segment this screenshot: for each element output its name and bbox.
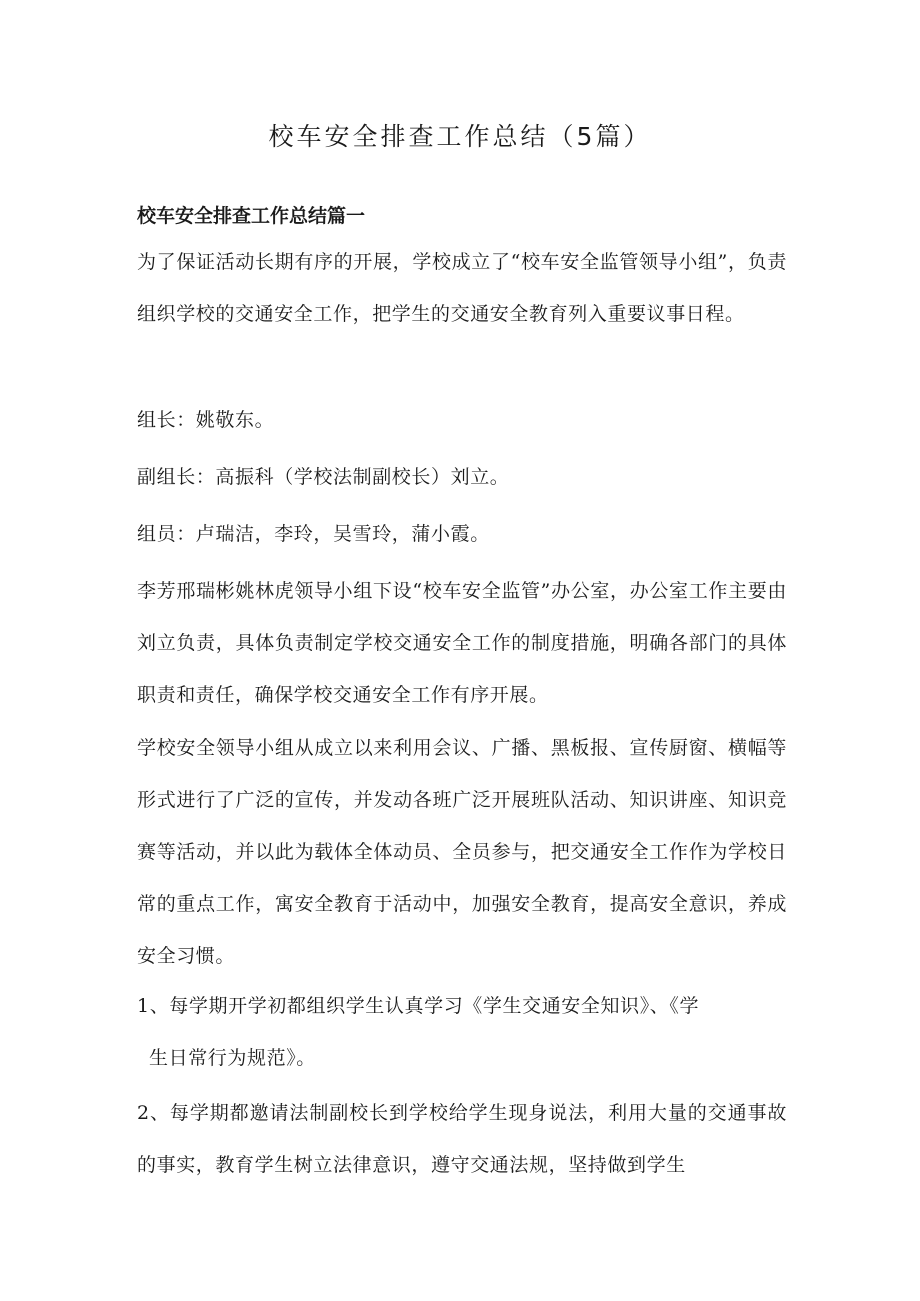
item-1-line-1: 1、每学期开学初都组织学生认真学习《学生交通安全知识》、《学 (137, 995, 700, 1017)
paragraph-group-leader: 组长：姚敬东。 (137, 409, 275, 431)
item-1-line-2: 生日常行为规范》。 (149, 1047, 316, 1069)
section-heading: 校车安全排查工作总结篇一 (137, 205, 366, 227)
paragraph-members: 组员：卢瑞洁，李玲，吴雪玲，蒲小霞。 (137, 523, 490, 545)
document-title: 校车安全排查工作总结（5篇） (268, 122, 652, 151)
paragraph-item-2: 2、每学期都邀请法制副校长到学校给学生现身说法，利用大量的交通事故的事实，教育学生树立法律意识，遵守交通法规，坚持做到学生 (137, 1102, 787, 1176)
paragraph-deputy-leader: 副组长：高振科（学校法制副校长）刘立。 (137, 466, 510, 488)
paragraph-office: 李芳邢瑞彬姚林虎领导小组下设“校车安全监管”办公室，办公室工作主要由刘立负责，具体负责制定学校交通安全工作的制度措施，明确各部门的具体职责和责任，确保学校交通安全工作有序开展。 (137, 580, 787, 706)
paragraph-leadership-group: 为了保证活动长期有序的开展，学校成立了“校车安全监管领导小组”，负责组织学校的交通安全工作，把学生的交通安全教育列入重要议事日程。 (137, 251, 787, 325)
paragraph-publicity: 学校安全领导小组从成立以来利用会议、广播、黑板报、宣传厨窗、横幅等形式进行了广泛的宣传，并发动各班广泛开展班队活动、知识讲座、知识竞赛等活动，并以此为载体全体动员、全员参与，把交通安全工作作为学校日常的重点工作，寓安全教育于活动中，加强安全教育，提高安全意识，养成安全习惯。 (137, 737, 787, 967)
paragraph-item-1 (137, 980, 787, 1084)
